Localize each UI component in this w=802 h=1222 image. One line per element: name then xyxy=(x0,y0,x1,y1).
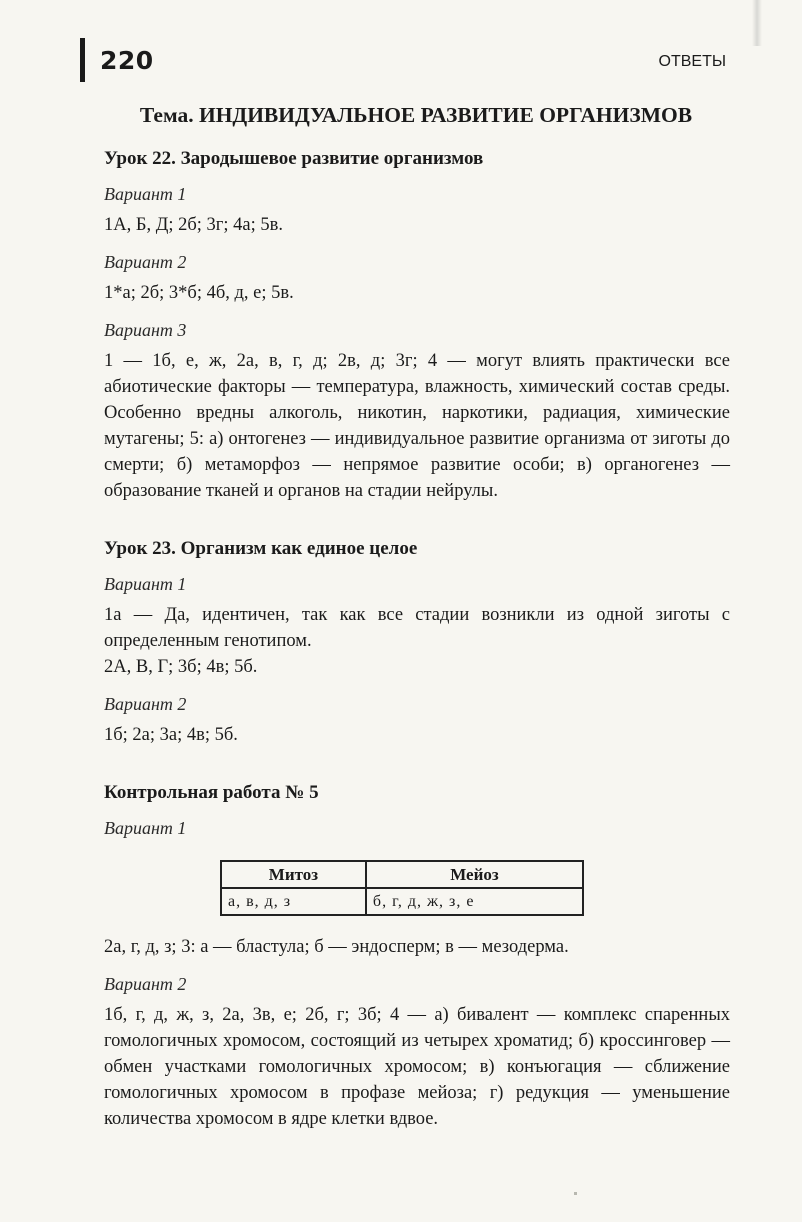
answer-text: 1б, г, д, ж, з, 2а, 3в, е; 2б, г; 3б; 4 — а) бивалент — комплекс спаренных гомологичных хромосом, состоящий из четырех хроматид; б) кроссинговер — обмен участками гомологичных хромосом; в) конъюгация — сближение гомологичных хромосом в профазе мейоза; г) редукция — уменьшение количества хромосом в ядре клетки вдвое. xyxy=(104,1005,730,1129)
page-edge-shadow xyxy=(752,0,762,46)
table-header-mitosis: Митоз xyxy=(221,861,366,888)
table-row xyxy=(221,888,583,915)
variant-label: Вариант 2 xyxy=(104,252,187,272)
page-number: 220 xyxy=(100,46,154,75)
variant-label: Вариант 1 xyxy=(104,574,187,594)
mitosis-meiosis-table xyxy=(220,860,584,916)
topic-title: Тема. ИНДИВИДУАЛЬНОЕ РАЗВИТИЕ ОРГАНИЗМОВ xyxy=(139,103,693,127)
running-header: ОТВЕТЫ xyxy=(658,53,726,70)
lesson-title: Урок 23. Организм как единое целое xyxy=(104,538,418,559)
variant-label: Вариант 3 xyxy=(104,320,187,340)
variant-label: Вариант 2 xyxy=(104,694,187,714)
table-cell-mitosis: а, в, д, з xyxy=(221,888,366,915)
answer-text: 2а, г, д, з; 3: а — бластула; б — эндосперм; в — мезодерма. xyxy=(104,937,569,957)
answer-text: 1б; 2а; 3а; 4в; 5б. xyxy=(104,725,238,745)
answer-text: 1А, Б, Д; 2б; 3г; 4а; 5в. xyxy=(104,215,283,235)
table-header-meiosis: Мейоз xyxy=(366,861,583,888)
variant-label: Вариант 2 xyxy=(104,974,187,994)
answer-text: 1*а; 2б; 3*б; 4б, д, е; 5в. xyxy=(104,283,294,303)
answer-text: 2А, В, Г; 3б; 4в; 5б. xyxy=(104,657,258,677)
test-title: Контрольная работа № 5 xyxy=(104,782,319,803)
answer-text: 1 — 1б, е, ж, 2а, в, г, д; 2в, д; 3г; 4 — могут влиять практически все абиотические факторы — температура, влажность, химический состав среды. Особенно вредны алкоголь, никотин, наркотики, радиация, химические мутагены; 5: а) онтогенез — индивидуальное развитие организма от зиготы до смерти; б) метаморфоз — непрямое развитие особи; в) органогенез — образование тканей и органов на стадии нейрулы. xyxy=(104,351,730,501)
scan-speck xyxy=(574,1192,577,1195)
variant-label: Вариант 1 xyxy=(104,818,187,838)
answer-text: 1а — Да, идентичен, так как все стадии возникли из одной зиготы с определенным генотипом. xyxy=(104,605,730,651)
lesson-title: Урок 22. Зародышевое развитие организмов xyxy=(104,148,484,169)
header-rule xyxy=(80,38,85,82)
page-content xyxy=(104,100,730,1144)
variant-label: Вариант 1 xyxy=(104,184,187,204)
table-cell-meiosis: б, г, д, ж, з, е xyxy=(366,888,583,915)
